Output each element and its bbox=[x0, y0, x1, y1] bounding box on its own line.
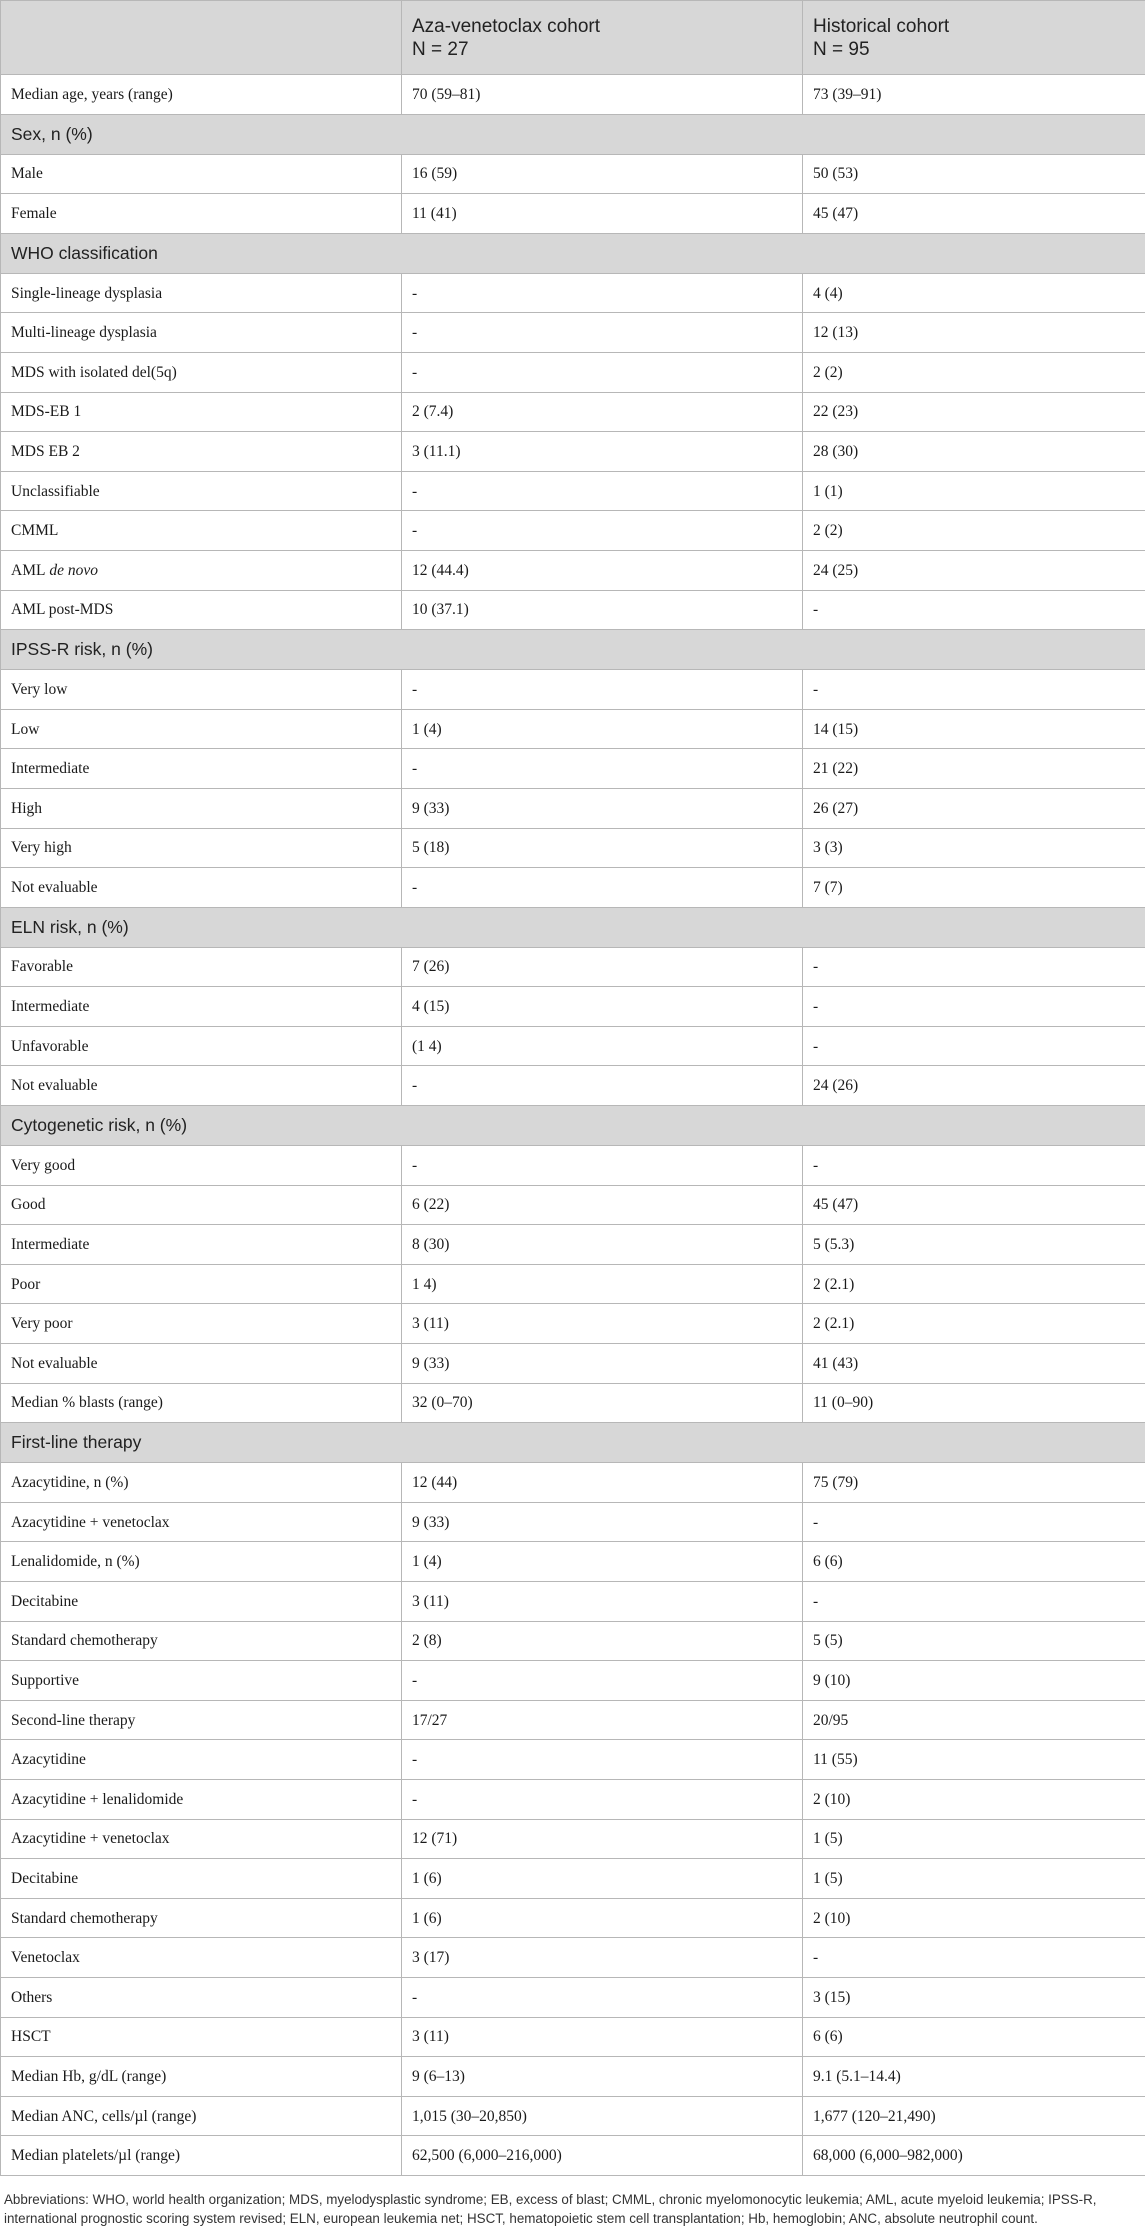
aza-cohort-value: 2 (7.4) bbox=[402, 392, 803, 432]
table-row bbox=[1, 511, 1145, 551]
table-row bbox=[1, 828, 1145, 868]
row-label: Unfavorable bbox=[1, 1026, 402, 1066]
historical-cohort-value: 11 (0–90) bbox=[803, 1383, 1145, 1423]
table-row bbox=[1, 2136, 1145, 2176]
aza-cohort-value: - bbox=[402, 313, 803, 353]
aza-cohort-value: 3 (11) bbox=[402, 1582, 803, 1622]
table-row bbox=[1, 2057, 1145, 2097]
row-label: Low bbox=[1, 709, 402, 749]
row-label: Azacytidine + lenalidomide bbox=[1, 1779, 402, 1819]
row-label: Second-line therapy bbox=[1, 1700, 402, 1740]
section-title: IPSS-R risk, n (%) bbox=[1, 630, 1145, 670]
row-label: Very good bbox=[1, 1146, 402, 1186]
row-label: Venetoclax bbox=[1, 1938, 402, 1978]
historical-cohort-value: - bbox=[803, 590, 1145, 630]
aza-cohort-value: 8 (30) bbox=[402, 1225, 803, 1265]
aza-cohort-value: 9 (33) bbox=[402, 1344, 803, 1384]
aza-cohort-value: 9 (33) bbox=[402, 1502, 803, 1542]
table-row bbox=[1, 868, 1145, 908]
historical-cohort-value: 2 (10) bbox=[803, 1898, 1145, 1938]
table-row bbox=[1, 709, 1145, 749]
historical-cohort-value: 1,677 (120–21,490) bbox=[803, 2096, 1145, 2136]
header-historical-cohort bbox=[803, 1, 1145, 75]
historical-cohort-value: 28 (30) bbox=[803, 432, 1145, 472]
row-label: Azacytidine, n (%) bbox=[1, 1463, 402, 1503]
aza-cohort-value: 1 (6) bbox=[402, 1859, 803, 1899]
historical-cohort-value: 41 (43) bbox=[803, 1344, 1145, 1384]
row-label: AML post-MDS bbox=[1, 590, 402, 630]
aza-cohort-value: 3 (17) bbox=[402, 1938, 803, 1978]
row-label: HSCT bbox=[1, 2017, 402, 2057]
row-label: Male bbox=[1, 154, 402, 194]
aza-cohort-value: 12 (71) bbox=[402, 1819, 803, 1859]
historical-cohort-value: 2 (2) bbox=[803, 511, 1145, 551]
row-label-text: AML bbox=[11, 561, 50, 579]
aza-cohort-value: 3 (11.1) bbox=[402, 432, 803, 472]
aza-cohort-value: 9 (33) bbox=[402, 788, 803, 828]
table-row bbox=[1, 1621, 1145, 1661]
row-label: Decitabine bbox=[1, 1859, 402, 1899]
historical-cohort-value: 21 (22) bbox=[803, 749, 1145, 789]
historical-cohort-value: - bbox=[803, 670, 1145, 710]
table-row bbox=[1, 1938, 1145, 1978]
aza-cohort-value: - bbox=[402, 471, 803, 511]
table-body bbox=[1, 75, 1145, 2176]
section-header-row bbox=[1, 1106, 1145, 1146]
section-header-row bbox=[1, 233, 1145, 273]
table-row bbox=[1, 1264, 1145, 1304]
aza-cohort-value: 5 (18) bbox=[402, 828, 803, 868]
table-row bbox=[1, 1026, 1145, 1066]
aza-cohort-value: - bbox=[402, 1779, 803, 1819]
aza-cohort-value: - bbox=[402, 749, 803, 789]
row-label: Unclassifiable bbox=[1, 471, 402, 511]
historical-cohort-value: 3 (3) bbox=[803, 828, 1145, 868]
header-label-cell bbox=[1, 1, 402, 75]
historical-cohort-value: 7 (7) bbox=[803, 868, 1145, 908]
row-label: Very low bbox=[1, 670, 402, 710]
aza-cohort-value: 1 (4) bbox=[402, 1542, 803, 1582]
table-row bbox=[1, 1225, 1145, 1265]
row-label: MDS with isolated del(5q) bbox=[1, 352, 402, 392]
header-aza-n: N = 27 bbox=[412, 38, 469, 60]
historical-cohort-value: 1 (5) bbox=[803, 1859, 1145, 1899]
historical-cohort-value: 24 (25) bbox=[803, 550, 1145, 590]
table-row bbox=[1, 1463, 1145, 1503]
table-row bbox=[1, 1304, 1145, 1344]
aza-cohort-value: - bbox=[402, 1977, 803, 2017]
section-title: Cytogenetic risk, n (%) bbox=[1, 1106, 1145, 1146]
historical-cohort-value: 2 (2.1) bbox=[803, 1264, 1145, 1304]
header-historical-n: N = 95 bbox=[813, 38, 870, 60]
aza-cohort-value: 3 (11) bbox=[402, 2017, 803, 2057]
historical-cohort-value: 6 (6) bbox=[803, 1542, 1145, 1582]
row-label: Very poor bbox=[1, 1304, 402, 1344]
table-row bbox=[1, 1977, 1145, 2017]
table-row bbox=[1, 392, 1145, 432]
table-row bbox=[1, 1661, 1145, 1701]
row-label: Favorable bbox=[1, 947, 402, 987]
aza-cohort-value: 12 (44) bbox=[402, 1463, 803, 1503]
aza-cohort-value: 9 (6–13) bbox=[402, 2057, 803, 2097]
aza-cohort-value: - bbox=[402, 273, 803, 313]
historical-cohort-value: 2 (2.1) bbox=[803, 1304, 1145, 1344]
row-label bbox=[1, 550, 402, 590]
aza-cohort-value: 1 4) bbox=[402, 1264, 803, 1304]
aza-cohort-value: - bbox=[402, 1066, 803, 1106]
row-label: Median platelets/µl (range) bbox=[1, 2136, 402, 2176]
historical-cohort-value: 9 (10) bbox=[803, 1661, 1145, 1701]
table-row bbox=[1, 352, 1145, 392]
aza-cohort-value: - bbox=[402, 1146, 803, 1186]
historical-cohort-value: 14 (15) bbox=[803, 709, 1145, 749]
row-label: Supportive bbox=[1, 1661, 402, 1701]
aza-cohort-value: 1,015 (30–20,850) bbox=[402, 2096, 803, 2136]
historical-cohort-value: 5 (5) bbox=[803, 1621, 1145, 1661]
table-row bbox=[1, 749, 1145, 789]
historical-cohort-value: - bbox=[803, 987, 1145, 1027]
row-label: Standard chemotherapy bbox=[1, 1898, 402, 1938]
table-row bbox=[1, 1146, 1145, 1186]
table-row bbox=[1, 590, 1145, 630]
historical-cohort-value: 12 (13) bbox=[803, 313, 1145, 353]
historical-cohort-value: 11 (55) bbox=[803, 1740, 1145, 1780]
row-label: Median % blasts (range) bbox=[1, 1383, 402, 1423]
historical-cohort-value: 73 (39–91) bbox=[803, 75, 1145, 115]
row-label: Not evaluable bbox=[1, 1066, 402, 1106]
aza-cohort-value: - bbox=[402, 511, 803, 551]
aza-cohort-value: 1 (4) bbox=[402, 709, 803, 749]
row-label: Intermediate bbox=[1, 987, 402, 1027]
row-label: Decitabine bbox=[1, 1582, 402, 1622]
table-row bbox=[1, 1819, 1145, 1859]
aza-cohort-value: 10 (37.1) bbox=[402, 590, 803, 630]
aza-cohort-value: - bbox=[402, 352, 803, 392]
row-label: Median Hb, g/dL (range) bbox=[1, 2057, 402, 2097]
row-label: Lenalidomide, n (%) bbox=[1, 1542, 402, 1582]
historical-cohort-value: 68,000 (6,000–982,000) bbox=[803, 2136, 1145, 2176]
historical-cohort-value: - bbox=[803, 1938, 1145, 1978]
row-label: High bbox=[1, 788, 402, 828]
aza-cohort-value: 6 (22) bbox=[402, 1185, 803, 1225]
table-header-row bbox=[1, 1, 1145, 75]
historical-cohort-value: 1 (1) bbox=[803, 471, 1145, 511]
table-row bbox=[1, 2096, 1145, 2136]
table-row bbox=[1, 788, 1145, 828]
table-row bbox=[1, 1779, 1145, 1819]
row-label: Single-lineage dysplasia bbox=[1, 273, 402, 313]
aza-cohort-value: 32 (0–70) bbox=[402, 1383, 803, 1423]
header-aza-title: Aza-venetoclax cohort bbox=[412, 15, 600, 37]
row-label: Multi-lineage dysplasia bbox=[1, 313, 402, 353]
row-label: MDS EB 2 bbox=[1, 432, 402, 472]
table-row bbox=[1, 1582, 1145, 1622]
historical-cohort-value: 75 (79) bbox=[803, 1463, 1145, 1503]
aza-cohort-value: - bbox=[402, 1661, 803, 1701]
aza-cohort-value: - bbox=[402, 1740, 803, 1780]
historical-cohort-value: 26 (27) bbox=[803, 788, 1145, 828]
historical-cohort-value: - bbox=[803, 1502, 1145, 1542]
table-row bbox=[1, 987, 1145, 1027]
historical-cohort-value: 45 (47) bbox=[803, 1185, 1145, 1225]
historical-cohort-value: - bbox=[803, 1026, 1145, 1066]
table-row bbox=[1, 154, 1145, 194]
row-label: MDS-EB 1 bbox=[1, 392, 402, 432]
aza-cohort-value: 70 (59–81) bbox=[402, 75, 803, 115]
historical-cohort-value: 1 (5) bbox=[803, 1819, 1145, 1859]
row-label: Azacytidine + venetoclax bbox=[1, 1819, 402, 1859]
historical-cohort-value: 24 (26) bbox=[803, 1066, 1145, 1106]
historical-cohort-value: 4 (4) bbox=[803, 273, 1145, 313]
table-row bbox=[1, 1502, 1145, 1542]
historical-cohort-value: - bbox=[803, 1582, 1145, 1622]
table-row bbox=[1, 1542, 1145, 1582]
section-header-row bbox=[1, 114, 1145, 154]
table-row bbox=[1, 1898, 1145, 1938]
table-row bbox=[1, 273, 1145, 313]
table-row bbox=[1, 471, 1145, 511]
row-label: Good bbox=[1, 1185, 402, 1225]
row-label: Median ANC, cells/µl (range) bbox=[1, 2096, 402, 2136]
historical-cohort-value: 2 (10) bbox=[803, 1779, 1145, 1819]
row-label: Very high bbox=[1, 828, 402, 868]
row-label: Intermediate bbox=[1, 749, 402, 789]
row-label: Standard chemotherapy bbox=[1, 1621, 402, 1661]
historical-cohort-value: 3 (15) bbox=[803, 1977, 1145, 2017]
historical-cohort-value: 20/95 bbox=[803, 1700, 1145, 1740]
aza-cohort-value: 17/27 bbox=[402, 1700, 803, 1740]
row-label: Median age, years (range) bbox=[1, 75, 402, 115]
section-header-row bbox=[1, 1423, 1145, 1463]
table-row bbox=[1, 1066, 1145, 1106]
aza-cohort-value: 11 (41) bbox=[402, 194, 803, 234]
header-aza-cohort bbox=[402, 1, 803, 75]
table-row bbox=[1, 75, 1145, 115]
aza-cohort-value: (1 4) bbox=[402, 1026, 803, 1066]
section-header-row bbox=[1, 907, 1145, 947]
row-label: Others bbox=[1, 1977, 402, 2017]
historical-cohort-value: 2 (2) bbox=[803, 352, 1145, 392]
table-row bbox=[1, 1383, 1145, 1423]
aza-cohort-value: 4 (15) bbox=[402, 987, 803, 1027]
row-label: Female bbox=[1, 194, 402, 234]
historical-cohort-value: - bbox=[803, 947, 1145, 987]
historical-cohort-value: 22 (23) bbox=[803, 392, 1145, 432]
table-row bbox=[1, 432, 1145, 472]
row-label: CMML bbox=[1, 511, 402, 551]
table-row bbox=[1, 1344, 1145, 1384]
aza-cohort-value: 7 (26) bbox=[402, 947, 803, 987]
historical-cohort-value: 6 (6) bbox=[803, 2017, 1145, 2057]
section-header-row bbox=[1, 630, 1145, 670]
table-row bbox=[1, 1859, 1145, 1899]
aza-cohort-value: 62,500 (6,000–216,000) bbox=[402, 2136, 803, 2176]
historical-cohort-value: 50 (53) bbox=[803, 154, 1145, 194]
header-historical-title: Historical cohort bbox=[813, 15, 950, 37]
row-label: Poor bbox=[1, 1264, 402, 1304]
table-row bbox=[1, 550, 1145, 590]
row-label-italic: de novo bbox=[49, 561, 98, 579]
section-title: ELN risk, n (%) bbox=[1, 907, 1145, 947]
abbreviations-footnote: Abbreviations: WHO, world health organization; MDS, myelodysplastic syndrome; EB, excess of blast; CMML, chronic myelomonocytic leukemia; AML, acute myeloid leukemia; IPSS-R, international prognostic scoring system revised; ELN, european leukemia net; HSCT, hematopoietic stem cell transplantation; Hb, hemoglobin; ANC, absolute neutrophil count. bbox=[4, 2192, 1097, 2226]
row-label: Not evaluable bbox=[1, 1344, 402, 1384]
row-label: Intermediate bbox=[1, 1225, 402, 1265]
table-row bbox=[1, 2017, 1145, 2057]
row-label: Azacytidine bbox=[1, 1740, 402, 1780]
table-row bbox=[1, 1700, 1145, 1740]
historical-cohort-value: 5 (5.3) bbox=[803, 1225, 1145, 1265]
aza-cohort-value: 3 (11) bbox=[402, 1304, 803, 1344]
aza-cohort-value: 1 (6) bbox=[402, 1898, 803, 1938]
section-title: Sex, n (%) bbox=[1, 114, 1145, 154]
table-row bbox=[1, 1185, 1145, 1225]
historical-cohort-value: 9.1 (5.1–14.4) bbox=[803, 2057, 1145, 2097]
table-row bbox=[1, 194, 1145, 234]
aza-cohort-value: - bbox=[402, 868, 803, 908]
row-label: Azacytidine + venetoclax bbox=[1, 1502, 402, 1542]
section-title: First-line therapy bbox=[1, 1423, 1145, 1463]
aza-cohort-value: 12 (44.4) bbox=[402, 550, 803, 590]
table-row bbox=[1, 670, 1145, 710]
table-row bbox=[1, 1740, 1145, 1780]
row-label: Not evaluable bbox=[1, 868, 402, 908]
historical-cohort-value: 45 (47) bbox=[803, 194, 1145, 234]
table-row bbox=[1, 947, 1145, 987]
aza-cohort-value: 2 (8) bbox=[402, 1621, 803, 1661]
historical-cohort-value: - bbox=[803, 1146, 1145, 1186]
table-row bbox=[1, 313, 1145, 353]
section-title: WHO classification bbox=[1, 233, 1145, 273]
aza-cohort-value: 16 (59) bbox=[402, 154, 803, 194]
aza-cohort-value: - bbox=[402, 670, 803, 710]
